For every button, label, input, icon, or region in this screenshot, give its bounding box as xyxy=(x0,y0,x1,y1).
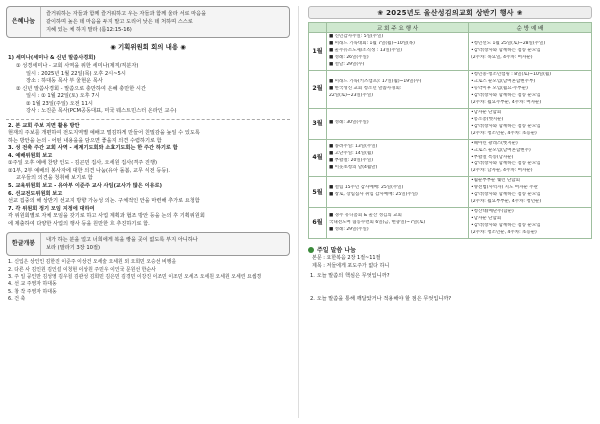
visit-line: (2주차: 월요부부순, 4주차: 청년순) xyxy=(471,199,542,205)
visit-line: •청년중·청소년캠핑 : 8일(토)~10일(월) xyxy=(471,71,552,77)
schedule-visits xyxy=(469,208,592,239)
event-line: ■ 미래드 기독(키즈캠프): 17일(월)~19일(수) xyxy=(329,78,422,84)
meeting-item-line: 강사 : 노진준 목사(PCM공동대표, 미국 웨스트민스터 온라인 교수) xyxy=(26,108,177,115)
header-month xyxy=(309,23,327,33)
visit-line: •감악(창사와 함께하는 점송 순모임 xyxy=(471,223,541,229)
visit-line: •남자순 단합회 xyxy=(471,216,502,222)
visit-line: •월순부부순 쉐런 단합회 xyxy=(471,178,520,184)
meeting-item xyxy=(6,145,290,153)
page-divider xyxy=(298,6,299,418)
meeting-item-line: 하는 방안을 논의 - 어떤 내용을을 담으면 좋을지 의견 수렴하기로 함 xyxy=(8,137,162,144)
visit-line: •청산대(예단주(함순) xyxy=(471,209,514,215)
header-visits: 순 방 예 배 xyxy=(469,23,592,33)
sermon-subject: 제목 : 저들에게 포도주가 없다 하니 xyxy=(312,263,390,270)
event-line: ■ 성례: 29일(주일) xyxy=(329,226,369,232)
meeting-item-heading: 1) 세미나(세미나 & 신년 말씀사경회) xyxy=(8,55,96,62)
prayer-item: 1. 신입은 상인인 김한진 이준주 이상건 오세술 오세원 외 오희민 오승선 비행을 xyxy=(8,259,177,266)
meeting-item-heading: 6. 선교전도위원회 보고 xyxy=(8,190,63,197)
schedule-events xyxy=(327,139,469,177)
meeting-item-heading: 2. 본 교회 주보 지면 활용 방안 xyxy=(8,122,80,129)
meeting-item-line: 각 위원회별로 자체 모임을 갖기로 하고 사업 계획과 협조 방안 등을 논의 후 기획위원회 xyxy=(8,213,205,220)
meeting-item-heading: 4. 예배위원회 보고 xyxy=(8,152,53,159)
sermon-title: 주일 말씀 나눔 xyxy=(317,247,356,255)
event-line: ■ 울주유소도제/조직성 : 13일(주일) xyxy=(329,47,402,53)
meeting-title: ◉ 기획위원회 회의 내용 ◉ xyxy=(110,43,186,52)
meeting-item-line: 에 제출하여 다양한 사업의 행사 등을 원만한 흐 추진하기로 함. xyxy=(8,220,150,227)
meeting-item-line: 선교 집중의 해 상반기 선교지 방향 가능성 의논. 구체적인 안을 마련해 추가로 요청함 xyxy=(8,198,200,205)
visit-line: •크로스 순모임(남여혼합변주부) xyxy=(471,78,536,84)
sermon-heading xyxy=(308,245,592,254)
meeting-item-line: ② 1월 23일(주일) 오전 11시 xyxy=(26,100,93,107)
visit-line: •봉소총(헷지순) xyxy=(471,116,504,122)
schedule-visits xyxy=(469,70,592,108)
schedule-month: 1월 xyxy=(309,33,327,71)
visit-line: (2주차: 청소년순, 4주차: 초등순) xyxy=(471,230,537,236)
schedule-row xyxy=(309,70,592,108)
schedule-visits xyxy=(469,108,592,139)
visit-line: (2주차: 목요일, 4주차: 여자순) xyxy=(471,54,533,60)
event-line: ■ 설날: 29일(수) xyxy=(329,61,365,67)
schedule-visits xyxy=(469,139,592,177)
visit-line: (2주차: 남자순, 4주차: 여자순) xyxy=(471,168,533,174)
sermon-passage: 본문 : 요한복음 2장 1절~11절 xyxy=(312,255,381,262)
meeting-item-line: 일시 : ① 1월 22일(토) 오후 7시 xyxy=(26,93,100,100)
event-line: ■ 고난주일: 14일(월) xyxy=(329,151,373,157)
visit-line: •감악(창사와 함께하는 점송 순모임 xyxy=(471,192,541,198)
prayer-item: 3. 주 일 공인만 김성영 김우칠 김관성 김희민 김은민 김경민 이강진 이조민 이조민 오세즈 오세원 오세원 오세린 요셉경 xyxy=(8,274,262,280)
visit-line: (2주차: 청소년순, 4주차: 초등순) xyxy=(471,130,537,136)
visit-line: •감악(창사와 함께하는 점송 순모임 xyxy=(471,92,541,98)
schedule-row xyxy=(309,208,592,239)
prayer-item: 5. 창 작 주영자 하대동 xyxy=(8,288,57,295)
visit-line: •크로스 순모임(남여혼합변주) xyxy=(471,147,531,153)
dashed-divider xyxy=(6,119,290,120)
event-line: 22일(토)~23일(주일) xyxy=(329,92,373,98)
meeting-item-line: ② 신년 말씀사경회 - 말씀으로 충만하여 은혜 충만한 시간 xyxy=(16,85,146,92)
event-line: ■ 창로, 장립집사 취임 감사예배: 25일(주일) xyxy=(329,192,418,198)
meeting-item-heading: 3. 성 전축 주간 교회 사역 - 세계기도회와 소효기도회는 한 주간 하기로 함 xyxy=(8,145,178,152)
schedule-events xyxy=(327,108,469,139)
visit-line: •감악(창사와 함께하는 점송 순모임 xyxy=(471,161,541,167)
schedule-title: ❀ 2025년도 울산성김의교회 상반기 행사 ❀ xyxy=(308,6,592,19)
intro-line: 즐거워하는 자들과 함께 즐거워하고 우는 자들과 함께 울라 서로 마음을 xyxy=(46,11,207,17)
visit-line: (2주차: 월요주부순, 4주차: 여자순) xyxy=(471,99,542,105)
schedule-month: 3월 xyxy=(309,108,327,139)
schedule-header-row xyxy=(309,23,592,33)
schedule-month: 2월 xyxy=(309,70,327,108)
meeting-items xyxy=(6,55,290,228)
schedule-row xyxy=(309,108,592,139)
intro-line: 같이하며 높은 데 마음을 두지 말고 도리어 낮은 데 처하며 스스로 xyxy=(46,19,193,26)
sermon-section xyxy=(308,245,592,302)
visit-line: •감악(창사와 함께하는 점송 순모임 xyxy=(471,123,541,129)
visit-line: •헤아린 광레스(헷지순) xyxy=(471,140,518,146)
event-line: ■ 미래드 기독대회: 1월 7일(월)~10일(목) xyxy=(329,40,415,46)
visit-line: •남자순 단합회 xyxy=(471,109,502,115)
event-line: ■ 성례: 26일(주일) xyxy=(329,54,369,60)
meeting-item-line: ②1부, 2부 예배의 봉사자에 대한 의견 나눔(유아 돌봄, 교무 식전 등등). xyxy=(8,167,171,174)
prayer-item: 2. 다른 사 김인원 김인설 이청현 이상원 주민우 이인국 문원선 한순사 xyxy=(8,266,156,273)
schedule-events xyxy=(327,70,469,108)
visit-line: •부활절 특송(남자순) xyxy=(471,154,514,160)
schedule-month: 4월 xyxy=(309,139,327,177)
meeting-item-line: 장소 : 하대동 목사 부 울현운 목사 xyxy=(26,78,103,85)
event-line: ■ 성례: 30일(주일) xyxy=(329,120,369,126)
right-page xyxy=(304,0,596,424)
prayer-tag: 한글개봉 xyxy=(7,233,41,255)
event-line: ■ 신년감사주일: 5일(주일) xyxy=(329,34,384,39)
visit-line: •양전법(사역자) 지도 여자순 주관 xyxy=(471,185,538,191)
visit-line: •청년선노 1월 25일(토)~28일(주일) xyxy=(471,40,546,46)
prayer-item: 4. 선 교 주영자 하대동 xyxy=(8,281,57,288)
schedule-events xyxy=(327,208,469,239)
event-line: ■ 부활절: 20일(주일) xyxy=(329,157,373,163)
question-2: 2. 오늘 말씀을 통해 깨달았거나 적용해야 할 점은 무엇입니까? xyxy=(310,296,452,303)
schedule-events xyxy=(327,177,469,208)
header-events: 교 회 주 요 행 사 xyxy=(327,23,469,33)
event-line: ■ 이웃초청의 날(4월말) xyxy=(329,164,378,170)
meeting-item-heading: 7. 각 위원회 정기 모임 지정에 대하여 xyxy=(8,205,95,212)
prayer-box xyxy=(6,232,290,256)
schedule-events xyxy=(327,33,469,71)
meeting-item-heading: 5. 교육위원회 보고 - 유아부 이준주 교사 사임(교사가 많은 이유로) xyxy=(8,182,163,189)
schedule-row xyxy=(309,177,592,208)
meeting-item-line: ①주일 오후 예배 찬양 인도 - 김곤민 집사, 오세원 집사(격주 진행) xyxy=(8,160,157,167)
intro-box xyxy=(6,6,290,38)
event-line: ■ 경주 유니폼회 & 울산 성김의 교회 xyxy=(329,212,402,218)
meeting-item xyxy=(6,153,290,183)
meeting-item-line: ① 성경세미나 - 교회 사역을 위한 세미나(제직/직분자) xyxy=(16,63,139,69)
event-line: 국내전도여 협동수련회 6일(금, 현충일)~7일(토) xyxy=(329,219,426,225)
left-page xyxy=(0,0,296,424)
question-1: 1. 오늘 말씀의 핵심은 무엇입니까? xyxy=(310,273,390,280)
schedule-table xyxy=(308,22,592,239)
prayer-verse xyxy=(41,233,289,255)
schedule-row xyxy=(309,33,592,71)
meeting-item xyxy=(6,206,290,229)
visit-line: •뉴약이후 모임(월요·주부순) xyxy=(471,85,528,91)
prayer-list xyxy=(6,256,290,303)
intro-line: 지혜 있는 체 하지 말라 (롬12:15-16) xyxy=(46,27,132,34)
schedule-month: 5월 xyxy=(309,177,327,208)
meeting-item xyxy=(6,55,290,115)
prayer-line: 내가 하는 분을 얼고 너희에게 복을 빵을 곳이 없도록 부지 아니하나 xyxy=(46,237,198,244)
meeting-item xyxy=(6,123,290,146)
intro-verse xyxy=(41,7,289,37)
bullet-icon xyxy=(308,247,314,253)
event-line: ■ 한국성신 교회 청소년 말씀사경회: xyxy=(329,85,402,91)
prayer-line: 보라 (말라기 3장 10절) xyxy=(46,245,100,252)
meeting-item-line: 일시 : 2025년 1월 22일(목) 오후 2시~5시 xyxy=(26,70,126,77)
meeting-item-line: 현재의 주보를 개편하여 전도지역별 예배고 멀김하게 만들어 친밀감을 높일 수 있도록 xyxy=(8,130,200,137)
schedule-month: 6월 xyxy=(309,208,327,239)
meeting-item xyxy=(6,183,290,191)
intro-tag: 은혜나눔 xyxy=(7,7,41,37)
schedule-visits xyxy=(469,177,592,208)
prayer-item: 6. 건 축 xyxy=(8,296,26,303)
meeting-item-line: 교우들의 의견을 청취해 보기로 함 xyxy=(16,175,93,182)
schedule-visits xyxy=(469,33,592,71)
event-line: ■ 설립 15주년 감사예배: 25일(주일) xyxy=(329,185,404,191)
meeting-item xyxy=(6,191,290,206)
visit-line: •감악(창사와 함께하는 점송 순모임 xyxy=(471,47,541,53)
schedule-row xyxy=(309,139,592,177)
event-line: ■ 종려주일: 13일(주일) xyxy=(329,144,378,150)
